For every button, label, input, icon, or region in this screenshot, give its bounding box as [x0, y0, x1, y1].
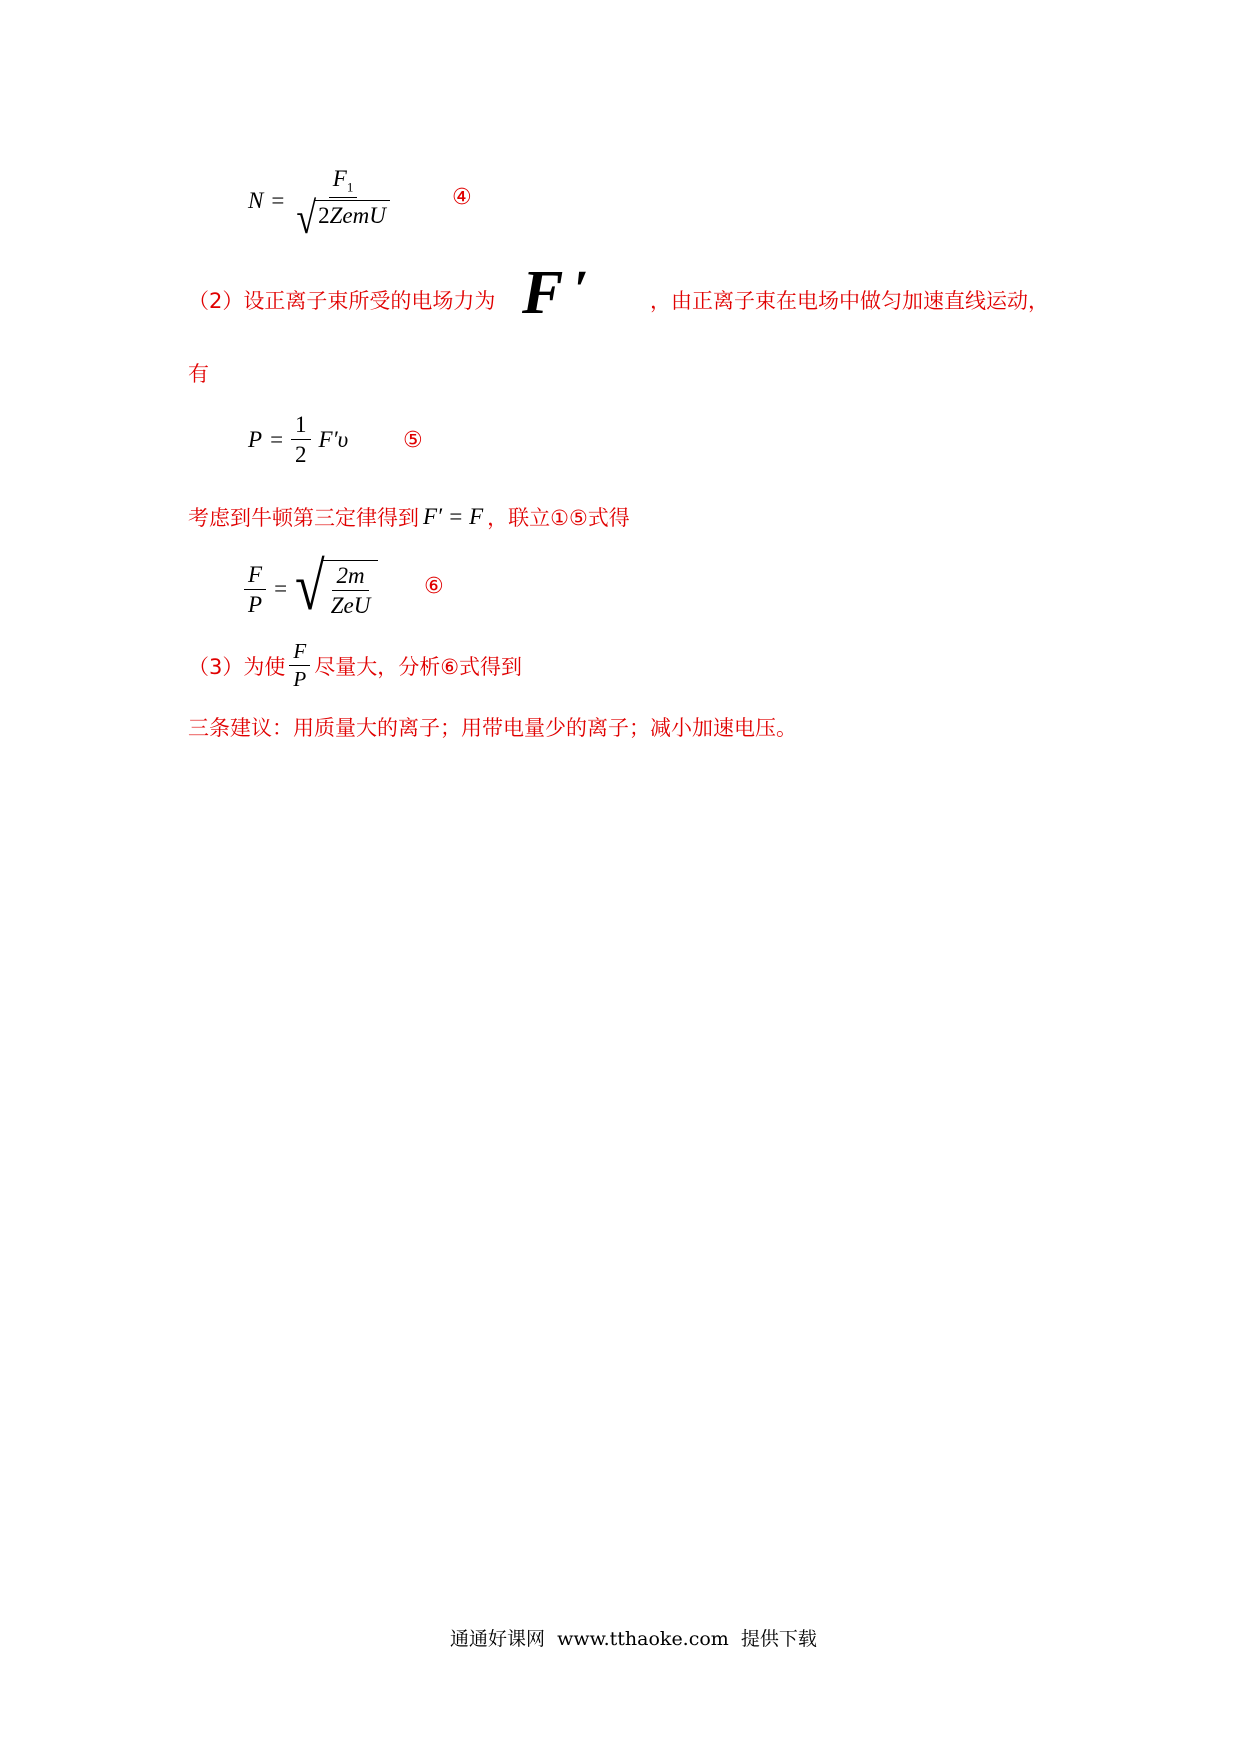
marker-5: ⑤ [403, 428, 423, 453]
equation-5 [248, 412, 348, 468]
newton-line [188, 502, 630, 532]
eq5-fraction [291, 412, 311, 468]
eq5-denominator: 2 [295, 442, 307, 468]
eq5-lhs: P [248, 426, 263, 452]
newton-prefix: 考虑到牛顿第三定律得到 [188, 506, 419, 530]
large-prime: ′ [573, 259, 589, 319]
eq4-lhs: N [248, 187, 264, 213]
advice-line: 三条建议：用质量大的离子；用带电量少的离子；减小加速电压。 [188, 716, 797, 740]
eq4-fraction [292, 166, 394, 243]
part3-suffix: 尽量大，分析⑥式得到 [314, 654, 523, 679]
part3-frac-num: F [289, 640, 310, 666]
eq4-numerator [329, 166, 358, 198]
eq4-equals: = [271, 187, 285, 213]
line-you: 有 [188, 362, 209, 386]
eq6-rad-den: ZeU [330, 593, 371, 619]
sqrt-sign: √ [296, 192, 317, 243]
sqrt-sign: √ [295, 548, 325, 624]
part2-suffix: ，由正离子束在电场中做匀加速直线运动， [650, 289, 1049, 313]
marker-4: ④ [452, 185, 472, 210]
part3-prefix: （3）为使 [188, 654, 286, 679]
eq6-rad-fraction [327, 563, 375, 619]
page-footer: 通通好课网 www.tthaoke.com 提供下载 [450, 1628, 817, 1650]
eq6-sqrt [295, 548, 378, 624]
eq6-rad-num: 2m [332, 563, 368, 591]
large-f-symbol: F [522, 259, 564, 327]
eq4-num-var: F [332, 166, 347, 191]
large-f-prime [522, 259, 589, 327]
part3-fraction [289, 640, 310, 691]
newton-suffix: ，联立①⑤式得 [487, 506, 630, 530]
eq4-radicand [314, 200, 390, 236]
part3-line [188, 640, 522, 691]
eq6-equals: = [274, 576, 288, 602]
equation-4 [248, 166, 394, 243]
eq6-lhs-num: F [244, 562, 266, 590]
eq6-lhs-fraction [244, 562, 266, 618]
eq4-denominator [292, 192, 394, 243]
eq5-equals: = [270, 426, 284, 452]
equation-6 [244, 548, 378, 624]
eq5-rhs: F′υ [318, 426, 349, 452]
eq5-numerator: 1 [291, 412, 311, 440]
newton-math: F′ = F [423, 504, 484, 529]
eq4-den-vars: ZemU [329, 202, 386, 228]
eq6-radicand [323, 560, 379, 619]
eq6-lhs-den: P [248, 591, 263, 617]
marker-6: ⑥ [424, 574, 444, 599]
part3-frac-den: P [293, 667, 307, 692]
eq4-sqrt [296, 192, 390, 243]
eq4-den-const: 2 [318, 202, 330, 228]
eq4-num-sub: 1 [346, 179, 354, 195]
part2-prefix: （2）设正离子束所受的电场力为 [188, 289, 496, 313]
